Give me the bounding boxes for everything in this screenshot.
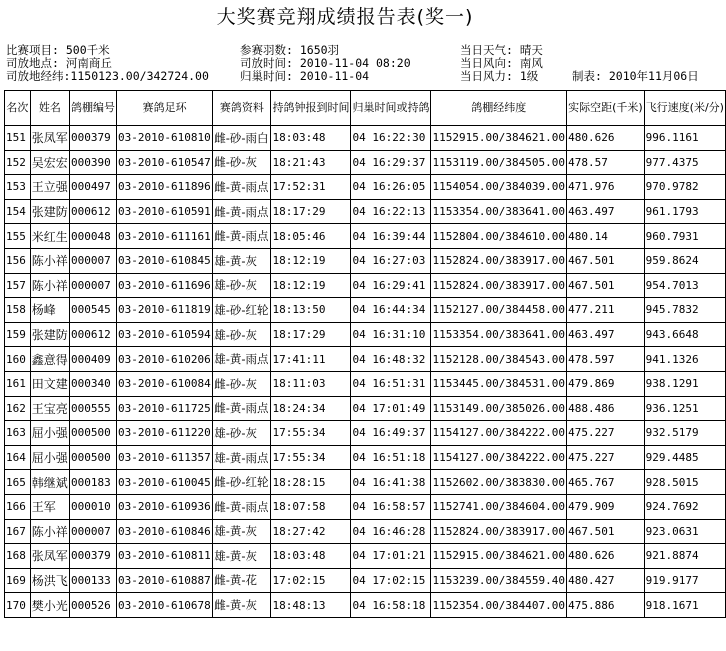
cell-bird-info: 雌-砂-红轮 [213, 470, 271, 495]
cell-bird-info: 雌-砂-灰 [213, 371, 271, 396]
cell-ring-number: 03-2010-610547 [117, 150, 213, 175]
cell-clock-time: 17:41:11 [271, 347, 351, 372]
cell-name: 米红生 [30, 224, 69, 249]
cell-return-time: 04 16:58:57 [351, 494, 431, 519]
cell-bird-info: 雄-黄-灰 [213, 519, 271, 544]
cell-loft-coordinates: 1153239.00/384559.40 [431, 568, 567, 593]
cell-rank: 162 [5, 396, 31, 421]
cell-return-time: 04 16:49:37 [351, 421, 431, 446]
cell-distance: 463.497 [567, 199, 645, 224]
table-row [5, 568, 726, 593]
cell-name: 张凤军 [30, 126, 69, 151]
cell-bird-info: 雌-砂-雨白 [213, 126, 271, 151]
cell-rank: 159 [5, 322, 31, 347]
table-row [5, 273, 726, 298]
cell-clock-time: 18:17:29 [271, 322, 351, 347]
cell-distance: 478.597 [567, 347, 645, 372]
cell-rank: 165 [5, 470, 31, 495]
cell-loft-coordinates: 1152127.00/384458.00 [431, 298, 567, 323]
cell-ring-number: 03-2010-610678 [117, 593, 213, 618]
cell-name: 张建防 [30, 322, 69, 347]
cell-speed: 959.8624 [644, 248, 725, 273]
cell-distance: 475.227 [567, 445, 645, 470]
cell-loft-id: 000048 [70, 224, 117, 249]
cell-loft-coordinates: 1152915.00/384621.00 [431, 126, 567, 151]
race-item: 比赛项目: 500千米 [6, 43, 110, 57]
cell-loft-coordinates: 1152824.00/383917.00 [431, 519, 567, 544]
cell-ring-number: 03-2010-610845 [117, 248, 213, 273]
cell-clock-time: 18:12:19 [271, 273, 351, 298]
cell-clock-time: 18:21:43 [271, 150, 351, 175]
cell-ring-number: 03-2010-610887 [117, 568, 213, 593]
cell-ring-number: 03-2010-610936 [117, 494, 213, 519]
cell-distance: 479.869 [567, 371, 645, 396]
cell-rank: 167 [5, 519, 31, 544]
cell-bird-info: 雄-黄-雨点 [213, 445, 271, 470]
cell-loft-coordinates: 1153119.00/384505.00 [431, 150, 567, 175]
cell-speed: 936.1251 [644, 396, 725, 421]
cell-bird-info: 雌-黄-花 [213, 568, 271, 593]
table-row [5, 371, 726, 396]
cell-clock-time: 18:27:42 [271, 519, 351, 544]
table-row [5, 519, 726, 544]
cell-name: 屈小强 [30, 445, 69, 470]
table-row [5, 248, 726, 273]
cell-distance: 480.626 [567, 544, 645, 569]
table-header-row [5, 91, 726, 126]
cell-clock-time: 18:07:58 [271, 494, 351, 519]
cell-speed: 941.1326 [644, 347, 725, 372]
cell-distance: 480.14 [567, 224, 645, 249]
return-time: 归巢时间: 2010-11-04 [240, 69, 370, 83]
cell-bird-info: 雌-黄-雨点 [213, 494, 271, 519]
cell-return-time: 04 16:44:34 [351, 298, 431, 323]
cell-clock-time: 18:12:19 [271, 248, 351, 273]
cell-clock-time: 18:24:34 [271, 396, 351, 421]
cell-clock-time: 18:28:15 [271, 470, 351, 495]
cell-ring-number: 03-2010-610810 [117, 126, 213, 151]
cell-distance: 475.886 [567, 593, 645, 618]
cell-ring-number: 03-2010-610846 [117, 519, 213, 544]
cell-return-time: 04 16:51:18 [351, 445, 431, 470]
cell-ring-number: 03-2010-610206 [117, 347, 213, 372]
cell-name: 杨峰 [30, 298, 69, 323]
cell-ring-number: 03-2010-611220 [117, 421, 213, 446]
table-row [5, 396, 726, 421]
cell-loft-id: 000007 [70, 519, 117, 544]
cell-clock-time: 17:02:15 [271, 568, 351, 593]
cell-rank: 161 [5, 371, 31, 396]
cell-distance: 463.497 [567, 322, 645, 347]
cell-distance: 488.486 [567, 396, 645, 421]
cell-rank: 153 [5, 175, 31, 200]
cell-loft-coordinates: 1152824.00/383917.00 [431, 273, 567, 298]
cell-rank: 170 [5, 593, 31, 618]
cell-rank: 164 [5, 445, 31, 470]
cell-ring-number: 03-2010-610084 [117, 371, 213, 396]
cell-ring-number: 03-2010-611696 [117, 273, 213, 298]
cell-loft-coordinates: 1153354.00/383641.00 [431, 199, 567, 224]
cell-bird-info: 雄-黄-雨点 [213, 347, 271, 372]
cell-clock-time: 18:13:50 [271, 298, 351, 323]
cell-name: 张凤军 [30, 544, 69, 569]
results-table [4, 90, 726, 618]
cell-loft-coordinates: 1153149.00/385026.00 [431, 396, 567, 421]
cell-rank: 168 [5, 544, 31, 569]
cell-return-time: 04 16:46:28 [351, 519, 431, 544]
cell-name: 陈小祥 [30, 519, 69, 544]
cell-distance: 480.626 [567, 126, 645, 151]
cell-speed: 924.7692 [644, 494, 725, 519]
cell-name: 王立强 [30, 175, 69, 200]
cell-speed: 923.0631 [644, 519, 725, 544]
cell-loft-coordinates: 1152824.00/383917.00 [431, 248, 567, 273]
wind-direction: 当日风向: 南风 [460, 56, 543, 70]
cell-name: 王宝亮 [30, 396, 69, 421]
table-row [5, 298, 726, 323]
cell-return-time: 04 16:51:31 [351, 371, 431, 396]
table-row [5, 421, 726, 446]
cell-name: 王军 [30, 494, 69, 519]
table-row [5, 150, 726, 175]
cell-name: 鑫意得 [30, 347, 69, 372]
cell-bird-info: 雌-黄-雨点 [213, 396, 271, 421]
cell-rank: 163 [5, 421, 31, 446]
header-return-time: 归巢时间或持鸽 [351, 91, 431, 126]
cell-loft-id: 000526 [70, 593, 117, 618]
header-clock-time: 持鸽钟报到时间 [271, 91, 351, 126]
cell-speed: 970.9782 [644, 175, 725, 200]
table-row [5, 494, 726, 519]
cell-loft-id: 000555 [70, 396, 117, 421]
table-date: 制表: 2010年11月06日 [572, 69, 699, 83]
table-row [5, 445, 726, 470]
report-title: 大奖赛竞翔成绩报告表(奖一) [216, 6, 474, 28]
cell-clock-time: 18:05:46 [271, 224, 351, 249]
cell-return-time: 04 16:31:10 [351, 322, 431, 347]
table-row [5, 544, 726, 569]
cell-return-time: 04 16:22:30 [351, 126, 431, 151]
cell-speed: 929.4485 [644, 445, 725, 470]
release-location: 司放地点: 河南商丘 [6, 56, 112, 70]
table-row [5, 199, 726, 224]
cell-loft-id: 000500 [70, 445, 117, 470]
cell-bird-info: 雄-砂-灰 [213, 273, 271, 298]
cell-return-time: 04 16:58:18 [351, 593, 431, 618]
cell-rank: 155 [5, 224, 31, 249]
header-loft-coordinates: 鸽棚经纬度 [431, 91, 567, 126]
cell-ring-number: 03-2010-610594 [117, 322, 213, 347]
cell-return-time: 04 17:01:21 [351, 544, 431, 569]
cell-rank: 169 [5, 568, 31, 593]
cell-speed: 928.5015 [644, 470, 725, 495]
cell-loft-coordinates: 1152804.00/384610.00 [431, 224, 567, 249]
table-row [5, 347, 726, 372]
cell-name: 田文建 [30, 371, 69, 396]
cell-speed: 918.1671 [644, 593, 725, 618]
cell-speed: 921.8874 [644, 544, 725, 569]
cell-loft-id: 000007 [70, 273, 117, 298]
cell-ring-number: 03-2010-611896 [117, 175, 213, 200]
cell-return-time: 04 16:22:13 [351, 199, 431, 224]
table-row [5, 322, 726, 347]
table-row [5, 175, 726, 200]
cell-loft-coordinates: 1152602.00/383830.00 [431, 470, 567, 495]
cell-name: 张建防 [30, 199, 69, 224]
cell-name: 吴宏宏 [30, 150, 69, 175]
cell-bird-info: 雄-砂-灰 [213, 322, 271, 347]
cell-clock-time: 18:03:48 [271, 544, 351, 569]
cell-rank: 151 [5, 126, 31, 151]
cell-clock-time: 17:52:31 [271, 175, 351, 200]
header-ring-number: 赛鸽足环 [117, 91, 213, 126]
cell-ring-number: 03-2010-610811 [117, 544, 213, 569]
cell-bird-info: 雄-黄-灰 [213, 544, 271, 569]
cell-rank: 158 [5, 298, 31, 323]
cell-rank: 157 [5, 273, 31, 298]
cell-bird-info: 雌-黄-雨点 [213, 199, 271, 224]
cell-return-time: 04 16:27:03 [351, 248, 431, 273]
cell-bird-info: 雄-砂-红轮 [213, 298, 271, 323]
cell-return-time: 04 16:29:41 [351, 273, 431, 298]
cell-speed: 960.7931 [644, 224, 725, 249]
header-distance: 实际空距(千米) [567, 91, 645, 126]
cell-distance: 475.227 [567, 421, 645, 446]
header-loft-id: 鸽棚编号 [70, 91, 117, 126]
cell-clock-time: 17:55:34 [271, 421, 351, 446]
cell-loft-id: 000612 [70, 199, 117, 224]
cell-clock-time: 18:03:48 [271, 126, 351, 151]
table-row [5, 126, 726, 151]
cell-name: 杨洪飞 [30, 568, 69, 593]
cell-return-time: 04 16:48:32 [351, 347, 431, 372]
cell-bird-info: 雌-黄-雨点 [213, 175, 271, 200]
cell-speed: 938.1291 [644, 371, 725, 396]
cell-ring-number: 03-2010-610591 [117, 199, 213, 224]
cell-distance: 467.501 [567, 519, 645, 544]
cell-name: 陈小祥 [30, 248, 69, 273]
cell-loft-id: 000500 [70, 421, 117, 446]
cell-bird-info: 雌-黄-灰 [213, 593, 271, 618]
cell-bird-info: 雌-砂-灰 [213, 150, 271, 175]
header-name: 姓名 [30, 91, 69, 126]
cell-clock-time: 18:17:29 [271, 199, 351, 224]
wind-force: 当日风力: 1级 [460, 69, 539, 83]
cell-loft-coordinates: 1154127.00/384222.00 [431, 445, 567, 470]
cell-clock-time: 18:11:03 [271, 371, 351, 396]
entries-count: 参赛羽数: 1650羽 [240, 43, 340, 57]
cell-distance: 479.909 [567, 494, 645, 519]
cell-name: 樊小光 [30, 593, 69, 618]
cell-loft-id: 000497 [70, 175, 117, 200]
cell-loft-id: 000007 [70, 248, 117, 273]
cell-loft-coordinates: 1153445.00/384531.00 [431, 371, 567, 396]
cell-bird-info: 雄-黄-灰 [213, 248, 271, 273]
cell-loft-coordinates: 1152741.00/384604.00 [431, 494, 567, 519]
release-coordinates: 司放地经纬:1150123.00/342724.00 [6, 69, 209, 83]
cell-distance: 477.211 [567, 298, 645, 323]
cell-loft-id: 000379 [70, 544, 117, 569]
cell-name: 屈小强 [30, 421, 69, 446]
cell-return-time: 04 16:29:37 [351, 150, 431, 175]
cell-loft-id: 000010 [70, 494, 117, 519]
cell-speed: 945.7832 [644, 298, 725, 323]
cell-speed: 996.1161 [644, 126, 725, 151]
cell-speed: 932.5179 [644, 421, 725, 446]
cell-loft-coordinates: 1154127.00/384222.00 [431, 421, 567, 446]
cell-return-time: 04 16:39:44 [351, 224, 431, 249]
cell-loft-id: 000409 [70, 347, 117, 372]
cell-name: 韩继斌 [30, 470, 69, 495]
cell-return-time: 04 17:02:15 [351, 568, 431, 593]
header-speed: 飞行速度(米/分) [644, 91, 725, 126]
cell-loft-id: 000133 [70, 568, 117, 593]
cell-loft-id: 000390 [70, 150, 117, 175]
table-row [5, 593, 726, 618]
cell-bird-info: 雄-砂-灰 [213, 421, 271, 446]
table-row [5, 224, 726, 249]
cell-return-time: 04 17:01:49 [351, 396, 431, 421]
cell-loft-coordinates: 1152915.00/384621.00 [431, 544, 567, 569]
cell-clock-time: 17:55:34 [271, 445, 351, 470]
cell-loft-id: 000612 [70, 322, 117, 347]
cell-distance: 478.57 [567, 150, 645, 175]
weather: 当日天气: 晴天 [460, 43, 543, 57]
cell-loft-coordinates: 1153354.00/383641.00 [431, 322, 567, 347]
cell-ring-number: 03-2010-610045 [117, 470, 213, 495]
cell-distance: 467.501 [567, 273, 645, 298]
cell-rank: 160 [5, 347, 31, 372]
cell-distance: 465.767 [567, 470, 645, 495]
header-bird-info: 赛鸽资料 [213, 91, 271, 126]
cell-name: 陈小祥 [30, 273, 69, 298]
cell-distance: 471.976 [567, 175, 645, 200]
cell-return-time: 04 16:26:05 [351, 175, 431, 200]
cell-loft-id: 000340 [70, 371, 117, 396]
cell-loft-coordinates: 1152354.00/384407.00 [431, 593, 567, 618]
cell-rank: 166 [5, 494, 31, 519]
cell-bird-info: 雌-黄-雨点 [213, 224, 271, 249]
cell-ring-number: 03-2010-611819 [117, 298, 213, 323]
cell-ring-number: 03-2010-611725 [117, 396, 213, 421]
cell-rank: 154 [5, 199, 31, 224]
cell-speed: 961.1793 [644, 199, 725, 224]
cell-rank: 156 [5, 248, 31, 273]
release-time: 司放时间: 2010-11-04 08:20 [240, 56, 411, 70]
cell-loft-id: 000545 [70, 298, 117, 323]
table-row [5, 470, 726, 495]
cell-clock-time: 18:48:13 [271, 593, 351, 618]
cell-speed: 919.9177 [644, 568, 725, 593]
cell-speed: 977.4375 [644, 150, 725, 175]
cell-loft-id: 000379 [70, 126, 117, 151]
cell-speed: 943.6648 [644, 322, 725, 347]
cell-distance: 480.427 [567, 568, 645, 593]
cell-speed: 954.7013 [644, 273, 725, 298]
cell-loft-id: 000183 [70, 470, 117, 495]
cell-ring-number: 03-2010-611161 [117, 224, 213, 249]
cell-distance: 467.501 [567, 248, 645, 273]
header-rank: 名次 [5, 91, 31, 126]
cell-ring-number: 03-2010-611357 [117, 445, 213, 470]
cell-loft-coordinates: 1154054.00/384039.00 [431, 175, 567, 200]
cell-return-time: 04 16:41:38 [351, 470, 431, 495]
cell-rank: 152 [5, 150, 31, 175]
cell-loft-coordinates: 1152128.00/384543.00 [431, 347, 567, 372]
